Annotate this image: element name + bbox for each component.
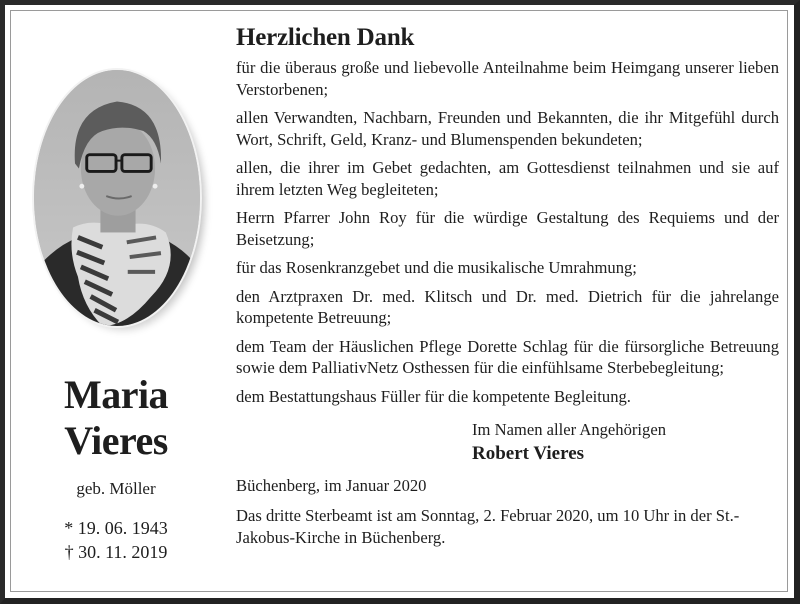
thanks-paragraph: für die überaus große und liebevolle Anteilnahme beim Heimgang unserer lieben Verstorbenen; — [236, 58, 779, 99]
place-date: Büchenberg, im Januar 2020 — [236, 476, 427, 495]
photo-oval — [32, 68, 202, 328]
notice-title: Herzlichen Dank — [236, 24, 415, 51]
right-column — [236, 23, 779, 548]
signature-name: Robert Vieres — [472, 443, 585, 464]
maiden-name: geb. Möller — [76, 479, 156, 498]
thanks-paragraph: allen, die ihrer im Gebet gedachten, am Gottesdienst teilnahmen und sie auf ihrem letzten Weg begleiteten; — [236, 158, 779, 199]
signature-block — [472, 419, 779, 467]
left-column — [11, 11, 221, 603]
portrait-image-icon — [34, 70, 200, 326]
thanks-paragraph: für das Rosenkranzgebet und die musikalische Umrahmung; — [236, 258, 637, 277]
deceased-last-name: Vieres — [64, 418, 168, 463]
thanks-paragraph: den Arztpraxen Dr. med. Klitsch und Dr. med. Dietrich für die jahrelange kompetente Betreuung; — [236, 286, 779, 327]
portrait-photo — [32, 68, 202, 328]
thanks-paragraph: dem Bestattungshaus Füller für die kompetente Begleitung. — [236, 386, 631, 406]
death-date: † 30. 11. 2019 — [64, 542, 168, 562]
birth-date: * 19. 06. 1943 — [64, 518, 168, 538]
thanks-paragraph: allen Verwandten, Nachbarn, Freunden und Bekannten, die ihr Mitgefühl durch Wort, Schrift, Geld, Kranz- und Blumenspenden bekundeten; — [236, 108, 779, 149]
final-note: Das dritte Sterbeamt ist am Sonntag, 2. Februar 2020, um 10 Uhr in der St.-Jakobus-Kirche in Büchenberg. — [236, 506, 740, 547]
signature-line: Im Namen aller Angehörigen — [472, 420, 666, 439]
thanks-paragraph: Herrn Pfarrer John Roy für die würdige Gestaltung des Requiems und der Beisetzung; — [236, 208, 779, 249]
thanks-paragraph: dem Team der Häuslichen Pflege Dorette Schlag für die fürsorgliche Betreuung sowie dem PalliativNetz Osthessen für die einfühlsame Sterbebegleitung; — [236, 336, 779, 377]
deceased-first-name: Maria — [63, 372, 169, 417]
